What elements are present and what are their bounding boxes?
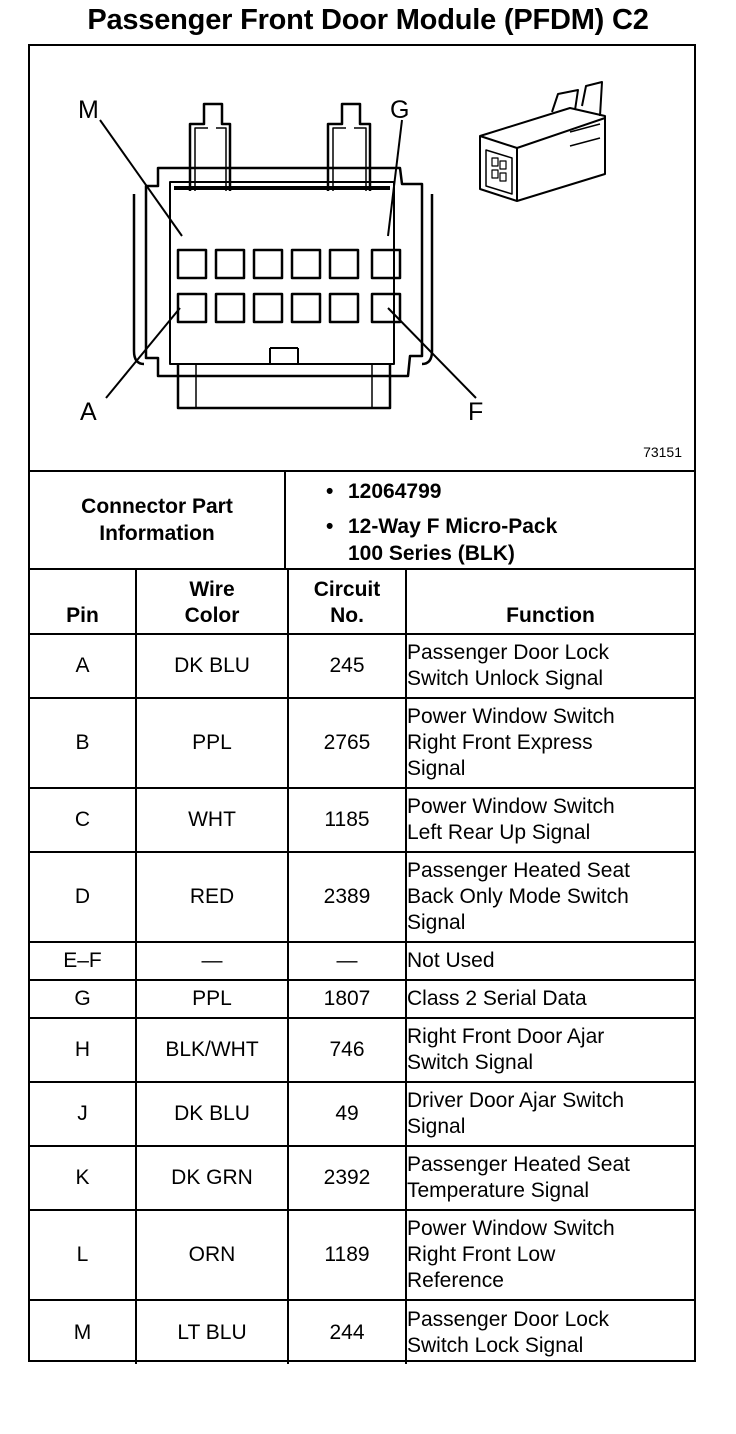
circuit-cell: [288, 1210, 406, 1300]
wire-color-cell: [136, 1300, 288, 1364]
function-cell: [406, 1018, 694, 1082]
pin-cell: [30, 698, 136, 788]
wire-color-cell: [136, 1018, 288, 1082]
wire-color-cell-text: LT BLU: [177, 1320, 247, 1344]
table-row: [30, 1300, 694, 1364]
pin-cell-text: H: [74, 1038, 91, 1061]
pin-cell: [30, 1082, 136, 1146]
pin-cell: [30, 942, 136, 980]
pin-cavity: [330, 250, 358, 278]
table-row: [30, 1082, 694, 1146]
pin-cell-text: C: [74, 808, 91, 831]
header-function-text: Function: [506, 604, 595, 627]
pin-cell: [30, 852, 136, 942]
pin-cell-text: L: [76, 1243, 89, 1266]
wire-color-cell: [136, 698, 288, 788]
table-row: [30, 980, 694, 1018]
pin-cell-text: J: [77, 1102, 88, 1125]
pin-label-g: G: [390, 96, 410, 124]
function-cell-text: Class 2 Serial Data: [407, 987, 587, 1010]
pin-label-m: M: [78, 96, 99, 124]
bullet-icon: •: [326, 480, 334, 503]
pin-cell-text: K: [75, 1166, 90, 1189]
wire-color-cell: [136, 980, 288, 1018]
table-row: [30, 634, 694, 698]
circuit-cell: [288, 1300, 406, 1364]
pin-cavity: [216, 294, 244, 322]
pin-cell: [30, 1210, 136, 1300]
bullet-icon: •: [326, 515, 334, 538]
pin-cell-text: M: [73, 1320, 92, 1344]
function-cell: [406, 1210, 694, 1300]
function-cell-text: Power Window Switch Left Rear Up Signal: [407, 795, 615, 844]
pin-cavity: [254, 294, 282, 322]
pin-label-f: F: [468, 398, 484, 426]
header-function: [406, 570, 694, 634]
wire-color-cell: [136, 634, 288, 698]
wire-color-cell: [136, 942, 288, 980]
pin-cell-text: A: [75, 654, 90, 677]
wire-color-cell: [136, 1146, 288, 1210]
function-cell: [406, 1082, 694, 1146]
pinout-table: [30, 570, 694, 1364]
function-cell: [406, 980, 694, 1018]
circuit-cell-text: 2389: [323, 885, 371, 908]
wire-color-cell: [136, 1210, 288, 1300]
pin-cavity: [330, 294, 358, 322]
part-number-item: [326, 478, 441, 505]
wire-color-cell-text: PPL: [192, 731, 232, 754]
connector-type-item: [326, 513, 557, 567]
connector-part-information: [30, 470, 694, 570]
pin-cell: [30, 1300, 136, 1364]
circuit-cell: [288, 852, 406, 942]
function-cell-text: Power Window Switch Right Front Low Reference: [407, 1217, 615, 1292]
wire-color-cell-text: DK BLU: [174, 654, 250, 677]
function-cell: [406, 1300, 694, 1364]
pin-cell: [30, 634, 136, 698]
circuit-cell: [288, 698, 406, 788]
function-cell: [406, 634, 694, 698]
header-pin-text: Pin: [66, 604, 99, 627]
function-cell-text: Not Used: [407, 949, 495, 972]
connector-info-label: [30, 472, 286, 568]
function-cell-text: Right Front Door Ajar Switch Signal: [407, 1025, 605, 1074]
pin-cell-text: D: [74, 885, 91, 908]
function-cell-text: Driver Door Ajar Switch Signal: [407, 1089, 625, 1138]
function-cell: [406, 852, 694, 942]
pin-cell: [30, 980, 136, 1018]
function-cell: [406, 698, 694, 788]
wire-color-cell-text: BLK/WHT: [165, 1038, 259, 1061]
function-cell-text: Passenger Heated Seat Temperature Signal: [407, 1153, 630, 1202]
table-row: [30, 1146, 694, 1210]
circuit-cell-text: 2765: [323, 731, 371, 754]
pin-cavity: [254, 250, 282, 278]
connector-info-values: [286, 472, 694, 568]
function-cell-text: Passenger Door Lock Switch Lock Signal: [407, 1307, 609, 1357]
wire-color-cell-text: DK BLU: [174, 1102, 250, 1125]
circuit-cell: [288, 634, 406, 698]
circuit-cell: [288, 1082, 406, 1146]
pin-cell: [30, 1146, 136, 1210]
wire-color-cell: [136, 788, 288, 852]
circuit-cell-text: —: [336, 949, 358, 972]
circuit-cell: [288, 980, 406, 1018]
function-cell: [406, 788, 694, 852]
pin-cavity: [372, 250, 400, 278]
header-wire-color: [136, 570, 288, 634]
connector-diagram: [30, 46, 694, 470]
wire-color-cell-text: WHT: [188, 808, 236, 831]
pin-cavity: [178, 294, 206, 322]
pin-cell-text: E–F: [63, 949, 102, 972]
connector-face-drawing: [30, 46, 694, 470]
circuit-cell-text: 1185: [324, 808, 370, 831]
circuit-cell-text: 1807: [323, 987, 371, 1010]
connector-sheet: [28, 44, 696, 1362]
wire-color-cell: [136, 1082, 288, 1146]
table-row: [30, 788, 694, 852]
function-cell-text: Passenger Door Lock Switch Unlock Signal: [407, 641, 609, 690]
wire-color-cell-text: DK GRN: [171, 1166, 253, 1189]
header-pin: [30, 570, 136, 634]
table-row: [30, 1210, 694, 1300]
header-wire-color-text: Wire Color: [184, 578, 240, 627]
circuit-cell-text: 2392: [323, 1166, 371, 1189]
circuit-cell: [288, 1018, 406, 1082]
function-cell-text: Power Window Switch Right Front Express Signal: [407, 705, 615, 780]
wire-color-cell: [136, 852, 288, 942]
pin-cavity: [292, 250, 320, 278]
circuit-cell: [288, 788, 406, 852]
circuit-cell-text: 244: [329, 1320, 365, 1344]
wire-color-cell-text: —: [201, 949, 223, 972]
table-row: [30, 1018, 694, 1082]
table-row: [30, 698, 694, 788]
table-row: [30, 852, 694, 942]
wire-color-cell-text: RED: [189, 885, 235, 908]
pin-cell-text: G: [74, 987, 91, 1010]
function-cell: [406, 1146, 694, 1210]
wire-color-cell-text: PPL: [192, 987, 232, 1010]
pin-cell: [30, 1018, 136, 1082]
circuit-cell-text: 245: [329, 654, 365, 677]
function-cell-text: Passenger Heated Seat Back Only Mode Switch Signal: [407, 859, 630, 934]
table-header-row: [30, 570, 694, 634]
table-row: [30, 942, 694, 980]
connector-type: 12-Way F Micro-Pack 100 Series (BLK): [348, 515, 558, 565]
connector-info-label-text: Connector Part Information: [81, 495, 233, 545]
header-circuit-text: Circuit No.: [313, 578, 381, 627]
pin-cavity: [372, 294, 400, 322]
page-title: Passenger Front Door Module (PFDM) C2: [87, 4, 649, 36]
header-circuit: [288, 570, 406, 634]
circuit-cell: [288, 942, 406, 980]
pin-cavity: [292, 294, 320, 322]
circuit-cell: [288, 1146, 406, 1210]
circuit-cell-text: 746: [329, 1038, 365, 1061]
wire-color-cell-text: ORN: [188, 1243, 236, 1266]
pin-cell: [30, 788, 136, 852]
pin-cavity: [178, 250, 206, 278]
pin-label-a: A: [80, 398, 97, 426]
pin-cell-text: B: [75, 731, 90, 754]
function-cell: [406, 942, 694, 980]
part-number: 12064799: [348, 480, 442, 503]
circuit-cell-text: 49: [335, 1102, 359, 1125]
circuit-cell-text: 1189: [324, 1243, 370, 1266]
pin-cavity: [216, 250, 244, 278]
figure-number: 73151: [643, 444, 682, 460]
